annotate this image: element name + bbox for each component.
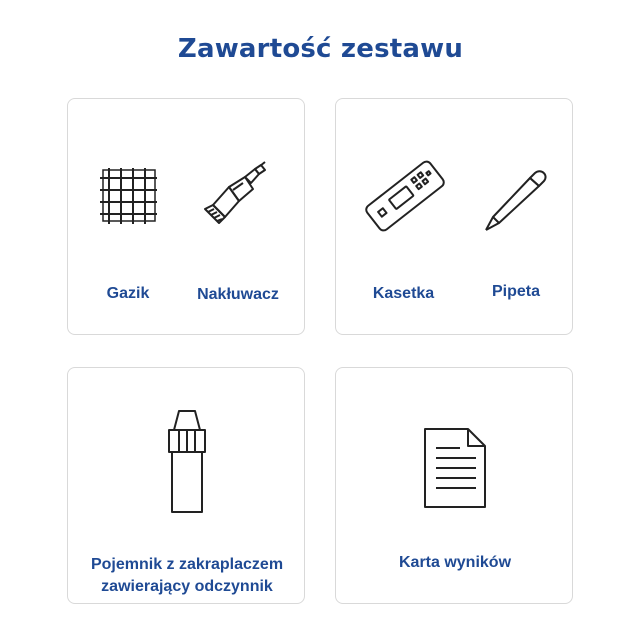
page-title: Zawartość zestawu — [177, 34, 464, 64]
label-pipeta: Pipeta — [491, 283, 540, 300]
kit-card-swab-lancet — [67, 98, 305, 335]
dropper-bottle-icon — [164, 408, 210, 516]
label-karta-wynikow: Karta wyników — [398, 554, 512, 571]
kit-card-result-card — [335, 367, 573, 604]
result-card-icon — [422, 426, 488, 510]
pipette-icon — [483, 167, 551, 235]
label-gazik: Gazik — [106, 285, 150, 302]
lancet-icon — [201, 159, 271, 231]
label-naklowacz: Nakłuwacz — [197, 286, 279, 303]
kit-card-cassette-pipette — [335, 98, 573, 335]
label-kasetka: Kasetka — [372, 285, 435, 302]
gauze-icon — [97, 166, 159, 226]
test-cassette-icon — [360, 151, 450, 241]
label-pojemnik-line2: zawierający odczynnik — [101, 578, 273, 595]
kit-card-dropper-bottle — [67, 367, 305, 604]
label-pojemnik-line1: Pojemnik z zakraplaczem — [90, 556, 284, 573]
